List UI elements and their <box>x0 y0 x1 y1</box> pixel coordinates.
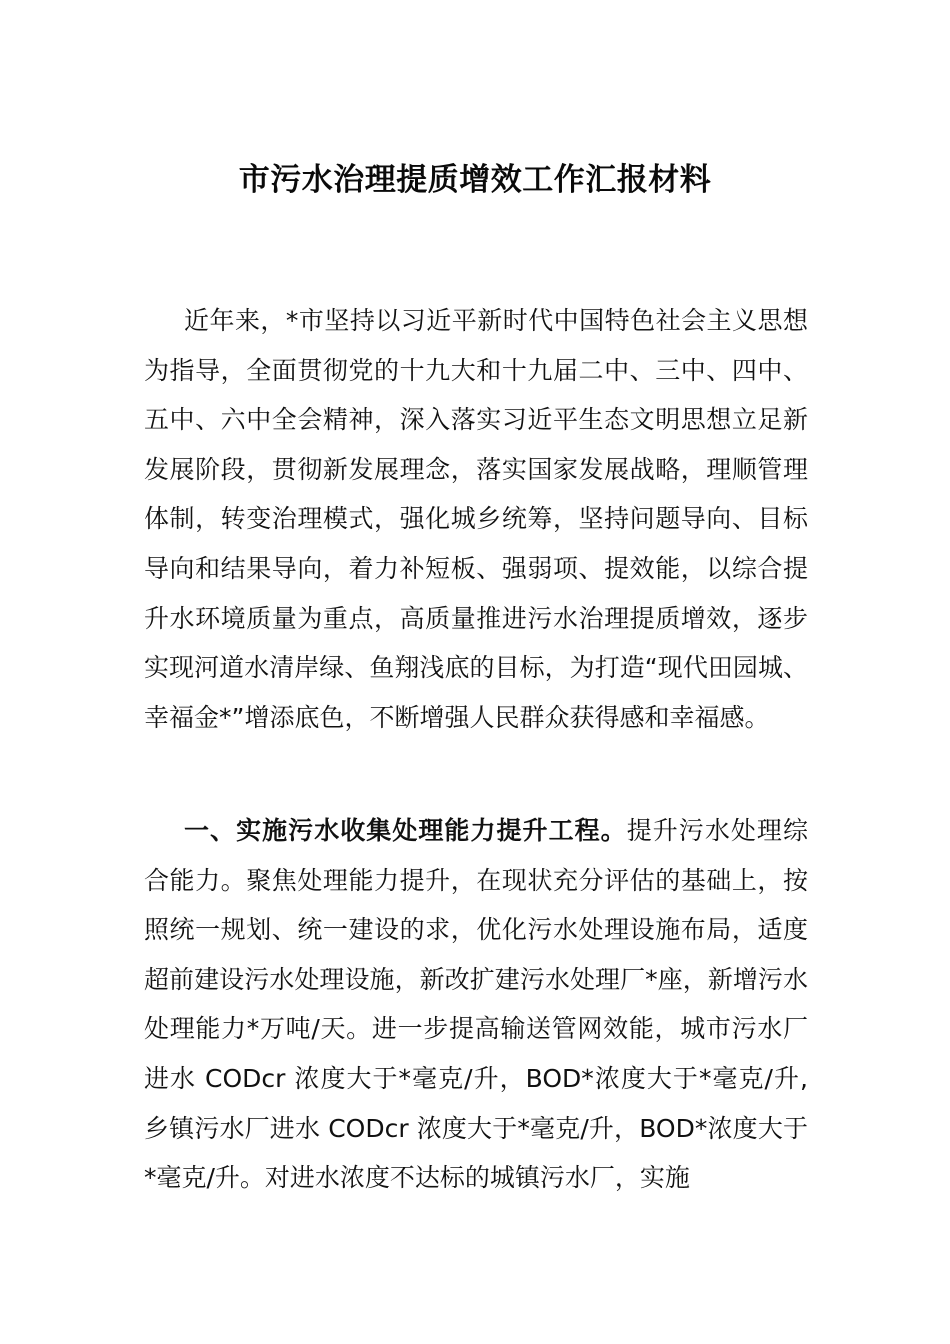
paragraph-section-1 <box>144 806 808 1203</box>
paragraph-intro-text: 近年来，*市坚持以习近平新时代中国特色社会主义思想为指导，全面贯彻党的十九大和十九届二中、三中、四中、五中、六中全会精神，深入落实习近平生态文明思想立足新发展阶段，贯彻新发展理念，落实国家发展战略，理顺管理体制，转变治理模式，强化城乡统筹，坚持问题导向、目标导向和结果导向，着力补短板、强弱项、提效能，以综合提升水环境质量为重点，高质量推进污水治理提质增效，逐步实现河道水清岸绿、鱼翔浅底的目标，为打造“现代田园城、幸福金*”增添底色，不断增强人民群众获得感和幸福感。 <box>144 306 808 732</box>
document-title: 市污水治理提质增效工作汇报材料 <box>238 162 712 198</box>
paragraph-intro <box>144 296 808 742</box>
section-1-text: 提升污水处理综合能力。聚焦处理能力提升，在现状充分评估的基础上，按照统一规划、统一建设的求，优化污水处理设施布局，适度超前建设污水处理设施，新改扩建污水处理厂*座，新增污水处理能力*万吨/天。进一步提高输送管网效能，城市污水厂进水 CODcr 浓度大于*毫克/升，BOD*浓度大于*毫克/升,乡镇污水厂进水 CODcr 浓度大于*毫克/升，BOD*浓度大于*毫克/升。对进水浓度不达标的城镇污水厂，实施 <box>144 816 808 1193</box>
section-1-heading: 一、实施污水收集处理能力提升工程。 <box>184 816 627 845</box>
